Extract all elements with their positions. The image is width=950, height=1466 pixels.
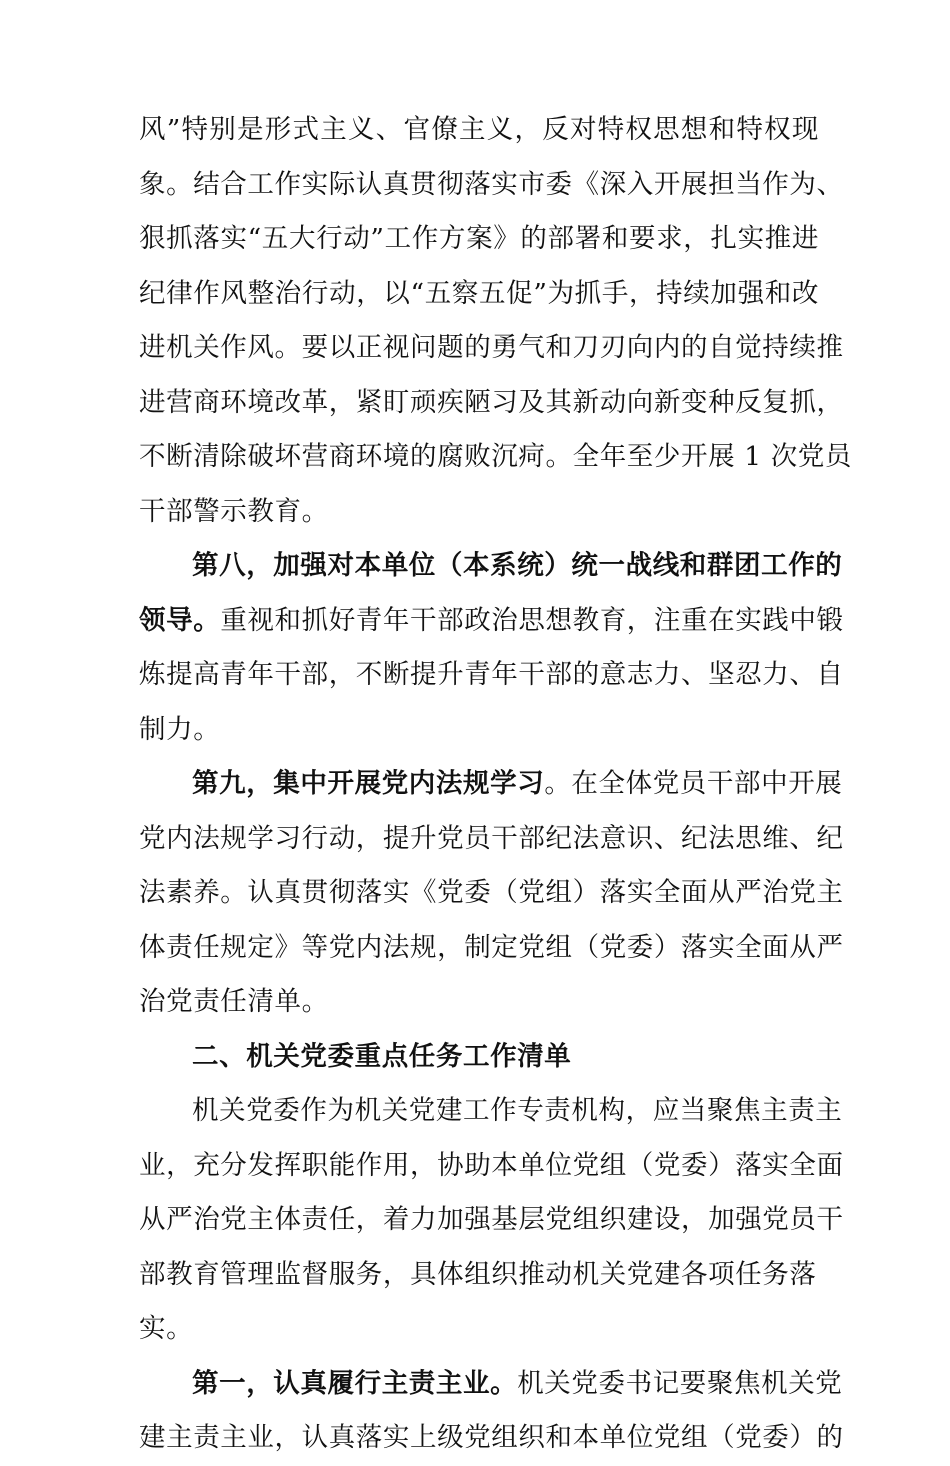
text-run: 体责任规定》等党内法规，制定党组（党委）落实全面从严 [139,931,844,963]
text-run: 业，充分发挥职能作用，协助本单位党组（党委）落实全面 [139,1149,844,1181]
text-line [139,1302,819,1357]
text-run: 机关党委书记要聚焦机关党 [517,1367,843,1399]
text-line [139,485,819,540]
text-line [139,321,844,376]
text-line [139,648,844,703]
text-line [139,594,844,649]
text-run: 不断清除破坏营商环境的腐败沉疴。全年至少开展 1 次党员 [139,441,853,472]
text-line [139,812,844,867]
text-line [139,539,843,594]
text-run: 狠抓落实“五大行动”工作方案》的部署和要求，扎实推进 [139,223,819,254]
text-line [139,1030,819,1085]
bold-text-run: 第九，集中开展党内法规学习 [192,768,545,799]
text-line [139,1084,843,1139]
text-run: 机关党委作为机关党建工作专责机构，应当聚焦主责主 [192,1095,843,1126]
text-line [139,866,844,921]
text-line [139,103,819,158]
text-run: 纪律作风整治行动，以“五察五促”为抓手，持续加强和改 [139,277,819,309]
text-run: 制力。 [139,713,221,745]
text-line [139,158,844,213]
text-run: 风”特别是形式主义、官僚主义，反对特权思想和特权现 [139,114,819,145]
text-line [139,921,844,976]
text-run: 党内法规学习行动，提升党员干部纪法意识、纪法思维、纪 [139,822,844,854]
bold-text-run: 领导。 [139,604,221,636]
text-run: 从严治党主体责任，着力加强基层党组织建设，加强党员干 [139,1204,844,1235]
text-run: 法素养。认真贯彻落实《党委（党组）落实全面从严治党主 [139,877,844,908]
text-line [139,430,853,485]
text-run: 象。结合工作实际认真贯彻落实市委《深入开展担当作为、 [139,168,844,200]
text-line [139,1193,844,1248]
text-run: 干部警示教育。 [139,495,329,527]
text-line [139,267,819,322]
text-run: 炼提高青年干部，不断提升青年干部的意志力、坚忍力、自 [139,659,844,690]
text-line [139,975,819,1030]
text-line [139,703,819,758]
text-line [139,757,843,812]
text-line [139,1248,819,1303]
text-line [139,1411,844,1466]
text-run: 进机关作风。要以正视问题的勇气和刀刃向内的自觉持续推 [139,332,844,363]
bold-text-run: 第一，认真履行主责主业。 [192,1367,518,1399]
text-run: 建主责主业，认真落实上级党组织和本单位党组（党委）的 [139,1422,844,1453]
text-run: 重视和抓好青年干部政治思想教育，注重在实践中锻 [220,604,844,636]
text-line [139,376,844,431]
text-run: 。在全体党员干部中开展 [544,768,843,799]
text-line [139,212,819,267]
text-line [139,1357,843,1412]
text-run: 进营商环境改革，紧盯顽疾陋习及其新动向新变种反复抓， [139,386,844,418]
text-line [139,1139,844,1194]
bold-text-run: 二、机关党委重点任务工作清单 [192,1040,572,1072]
text-run: 治党责任清单。 [139,986,329,1017]
document-body [139,103,853,1466]
bold-text-run: 第八，加强对本单位（本系统）统一战线和群团工作的 [192,550,843,581]
text-run: 实。 [139,1313,194,1344]
text-run: 部教育管理监督服务，具体组织推动机关党建各项任务落 [139,1258,817,1290]
